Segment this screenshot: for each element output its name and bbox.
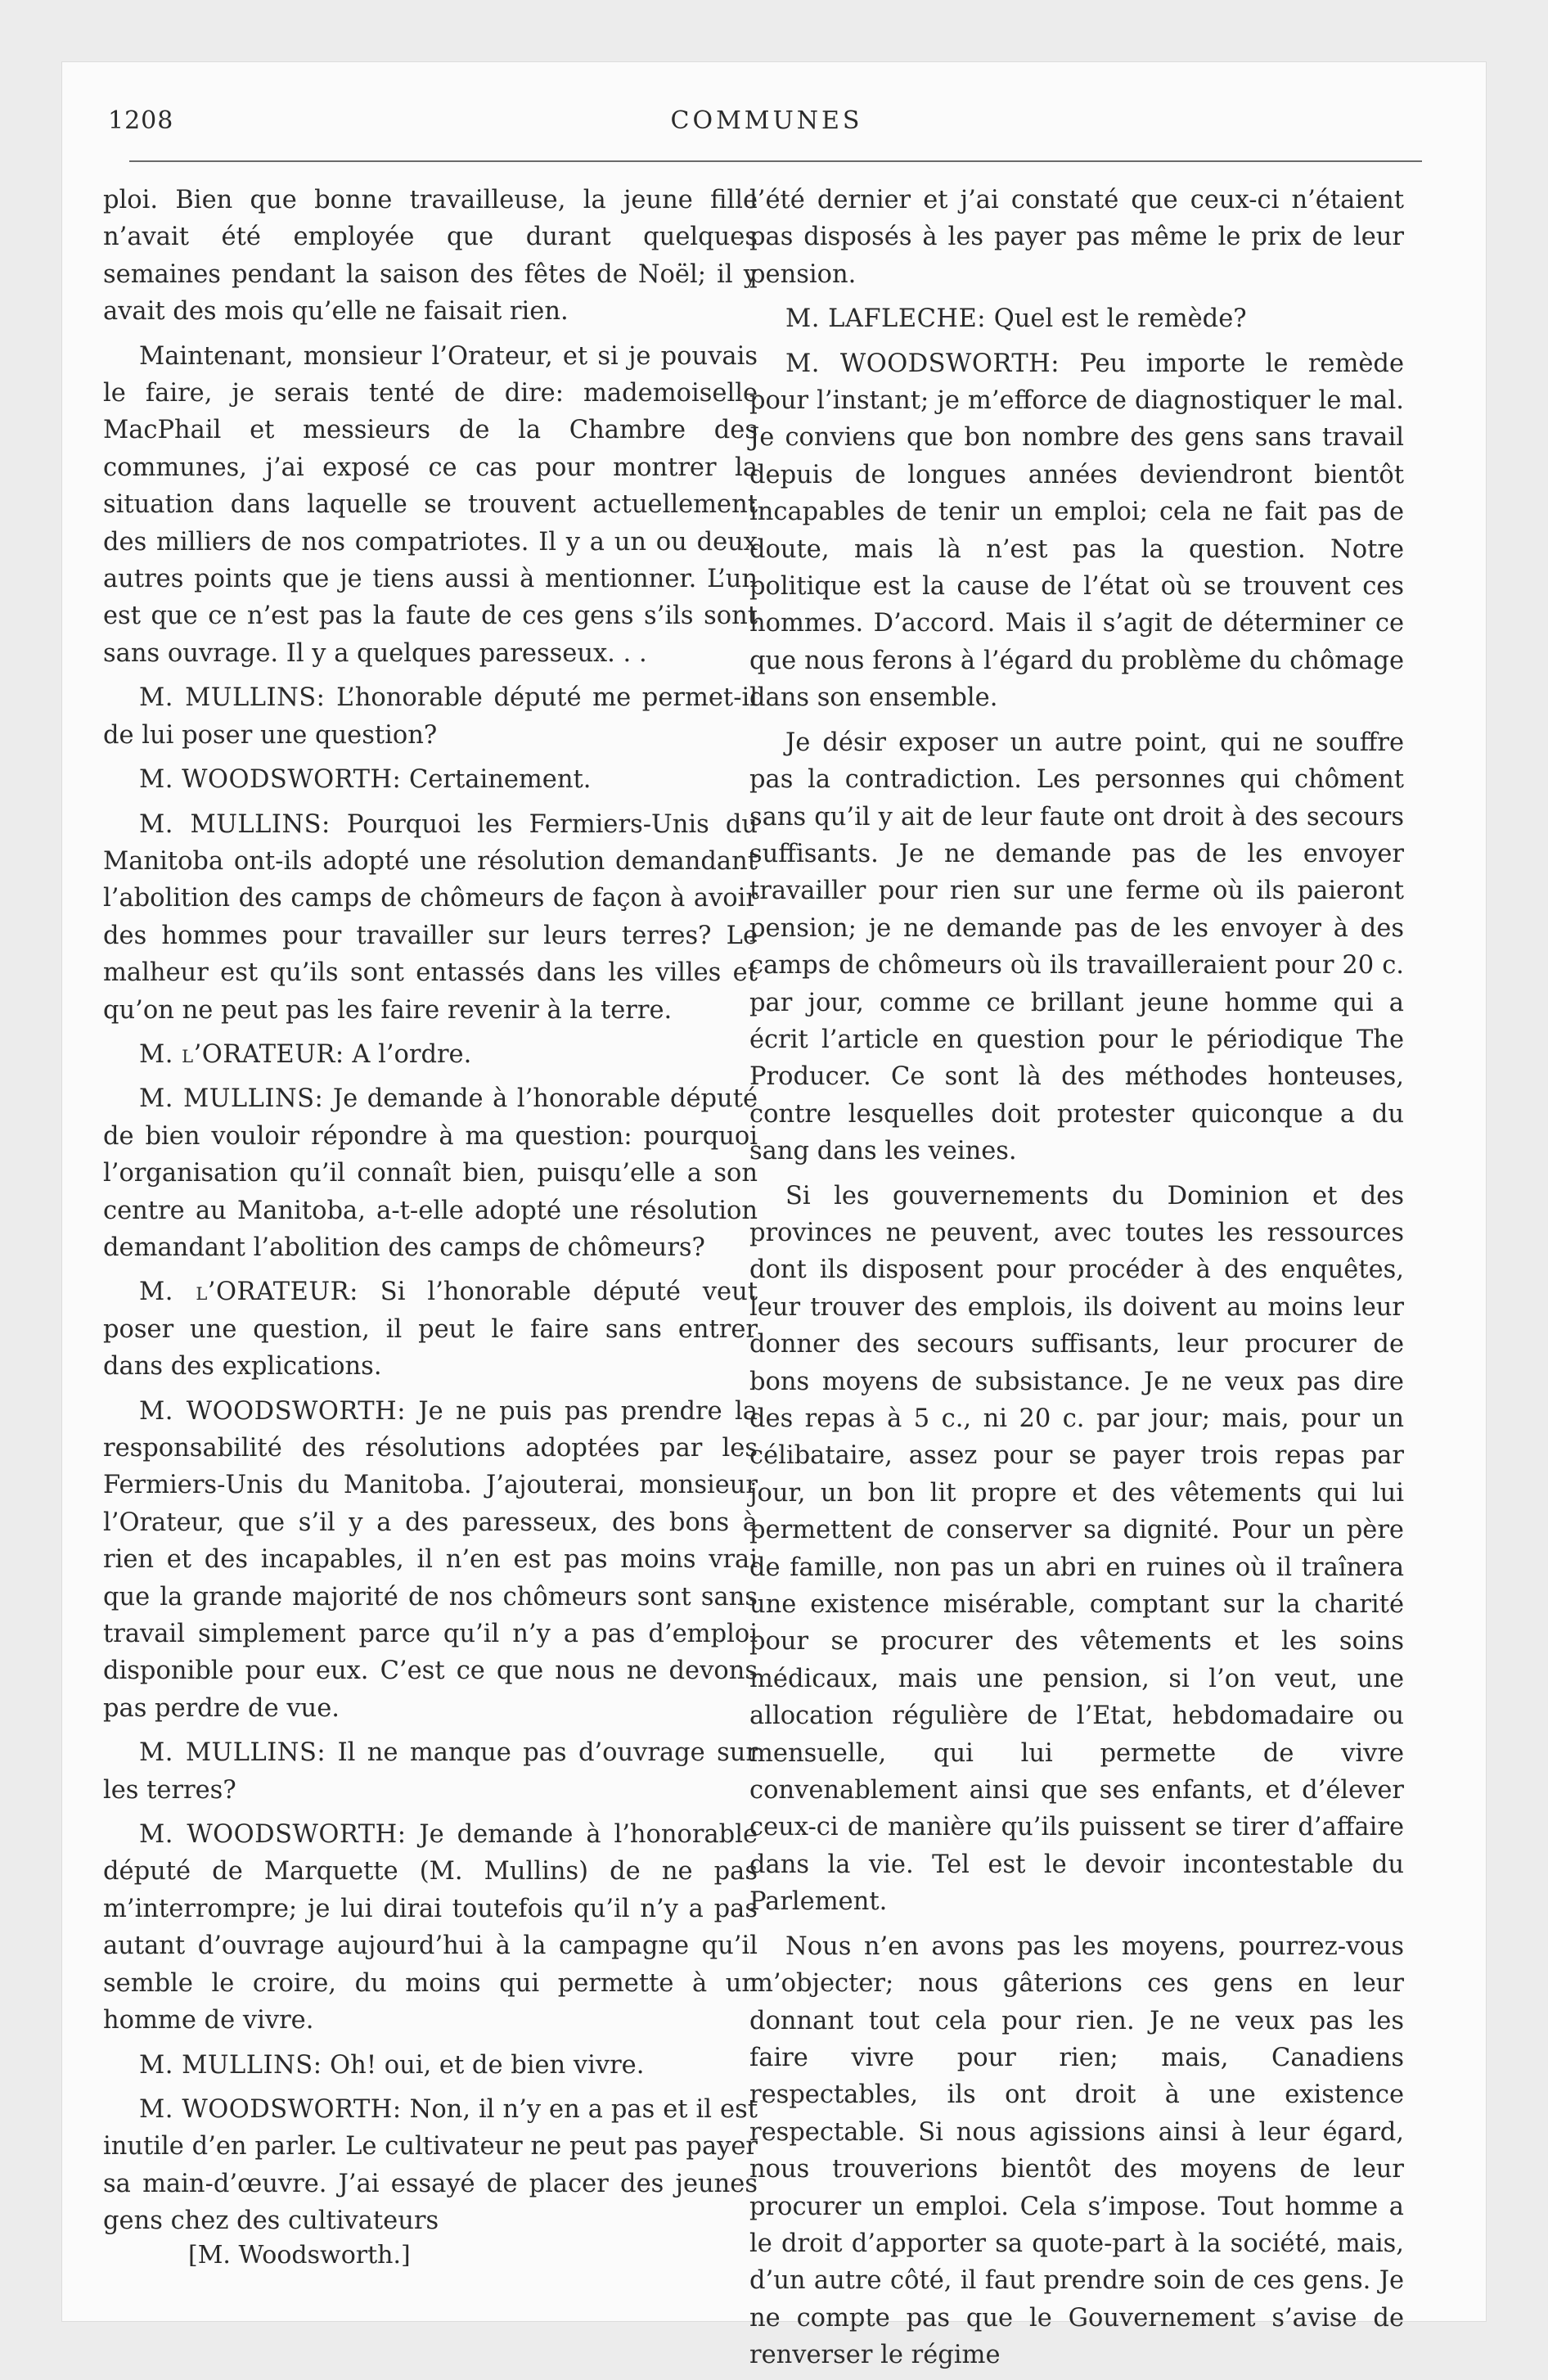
paragraph: M. WOODSWORTH: Peu importe le remède pour l’instant; je m’efforce de diagnostiquer le mal. Je conviens que bon nombre des gens sans travail depuis de longues années deviendront bientôt incapables de tenir un emploi; cela ne fait pas de doute, mais là n’est pas la question. Notre politique est la cause de l’état où se trouvent ces hommes. D’accord. Mais il s’agit de déterminer ce que nous ferons à l’égard du problème du chômage dans son ensemble. [749, 349, 1404, 713]
running-title: COMMUNES [670, 106, 863, 135]
paragraph: M. WOODSWORTH: Je ne puis pas prendre la responsabilité des résolutions adoptées par les Fermiers-Unis du Manitoba. J’ajouterai, monsieur l’Orateur, que s’il y a des paresseux, des bons à rien et des incapables, il n’en est pas moins vrai que la grande majorité de nos chômeurs sont sans travail simplement parce qu’il n’y a pas d’emploi disponible pour eux. C’est ce que nous ne devons pas perdre de vue. [103, 1396, 758, 1723]
paragraph: Maintenant, monsieur l’Orateur, et si je pouvais le faire, je serais tenté de dire: mademoiselle MacPhail et messieurs de la Chambre des communes, j’ai exposé ce cas pour montrer la situation dans laquelle se trouvent actuellement des milliers de nos compatriotes. Il y a un ou deux autres points que je tiens aussi à mentionner. L’un est que ce n’est pas la faute de ces gens s’ils sont sans ouvrage. Il y a quelques paresseux. . . [103, 341, 758, 668]
paragraph: Si les gouvernements du Dominion et des provinces ne peuvent, avec toutes les ressources dont ils disposent pour procéder à des enquêtes, leur trouver des emplois, ils doivent au moins leur donner des secours suffisants, leur procurer de bons moyens de subsistance. Je ne veux pas dire des repas à 5 c., ni 20 c. par jour; mais, pour un célibataire, assez pour se payer trois repas par jour, un bon lit propre et des vêtements qui lui permettent de conserver sa dignité. Pour un père de famille, non pas un abri en ruines où il traînera une existence misérable, comptant sur la charité pour se procurer des vêtements et les soins médicaux, mais une pension, si l’on veut, une allocation régulière de l’Etat, hebdomadaire ou mensuelle, qui lui permette de vivre convenablement ainsi que ses enfants, et d’élever ceux-ci de manière qu’ils puissent se tirer d’affaire dans la vie. Tel est le devoir incontestable du Parlement. [749, 1181, 1404, 1917]
left-column [103, 182, 758, 2240]
page-header [108, 106, 1425, 147]
paragraph: Nous n’en avons pas les moyens, pourrez-vous m’objecter; nous gâterions ces gens en leur donnant tout cela pour rien. Je ne veux pas les faire vivre pour rien; mais, Canadiens respectables, ils ont droit à une existence respectable. Si nous agissions ainsi à leur égard, nous trouverions bientôt des moyens de leur procurer un emploi. Cela s’impose. Tout homme a le droit d’apporter sa quote-part à la société, mais, d’un autre côté, il faut prendre soin de ces gens. Je ne compte pas que le Gouvernement s’avise de renverser le régime [749, 1931, 1404, 2370]
paragraph: M. WOODSWORTH: Je demande à l’honorable député de Marquette (M. Mullins) de ne pas m’interrompre; je lui dirai toutefois qu’il n’y a pas autant d’ouvrage aujourd’hui à la campagne qu’il semble le croire, du moins qui permette à un homme de vivre. [103, 1820, 758, 2035]
paragraph: M. l’ORATEUR: Si l’honorable député veut poser une question, il peut le faire sans entrer dans des explications. [103, 1278, 758, 1382]
paragraph: Je désir exposer un autre point, qui ne souffre pas la contradiction. Les personnes qui chôment sans qu’il y ait de leur faute ont droit à des secours suffisants. Je ne demande pas de les envoyer travailler pour rien sur une ferme où ils paieront pension; je ne demande pas de les envoyer à des camps de chômeurs où ils travailleraient pour 20 c. par jour, comme ce brillant jeune homme qui a écrit l’article en question pour le périodique The Producer. Ce sont là des méthodes honteuses, contre lesquelles doit protester quiconque a du sang dans les veines. [749, 728, 1404, 1166]
header-rule [129, 160, 1422, 162]
paragraph: M. WOODSWORTH: Certainement. [139, 765, 592, 795]
paragraph: M. MULLINS: Je demande à l’honorable député de bien vouloir répondre à ma question: pourquoi l’organisation qu’il connaît bien, puisqu’elle a son centre au Manitoba, a-t-elle adopté une résolution demandant l’abolition des camps de chômeurs? [103, 1084, 758, 1262]
right-column [749, 182, 1404, 2374]
speaker-footer: [M. Woodsworth.] [188, 2241, 411, 2270]
paragraph: M. WOODSWORTH: Non, il n’y en a pas et il est inutile d’en parler. Le cultivateur ne peut pas payer sa main-d’œuvre. J’ai essayé de placer des jeunes gens chez des cultivateurs [103, 2094, 758, 2236]
paragraph: l’été dernier et j’ai constaté que ceux-ci n’étaient pas disposés à les payer pas même le prix de leur pension. [749, 186, 1404, 289]
paragraph: M. l’ORATEUR: A l’ordre. [139, 1039, 472, 1069]
paragraph: M. MULLINS: Oh! oui, et de bien vivre. [139, 2050, 645, 2080]
paragraph: M. MULLINS: Il ne manque pas d’ouvrage sur les terres? [103, 1738, 758, 1805]
paragraph: M. MULLINS: L’honorable député me permet-il de lui poser une question? [103, 683, 758, 750]
paragraph: M. MULLINS: Pourquoi les Fermiers-Unis du Manitoba ont-ils adopté une résolution demandant l’abolition des camps de chômeurs de façon à avoir des hommes pour travailler sur leurs terres? Le malheur est qu’ils sont entassés dans les villes et qu’on ne peut pas les faire revenir à la terre. [103, 809, 758, 1025]
page-number: 1208 [108, 106, 174, 135]
paragraph: M. LAFLECHE: Quel est le remède? [785, 304, 1247, 334]
paragraph: ploi. Bien que bonne travailleuse, la jeune fille n’avait été employée que durant quelques semaines pendant la saison des fêtes de Noël; il y avait des mois qu’elle ne faisait rien. [103, 186, 758, 327]
